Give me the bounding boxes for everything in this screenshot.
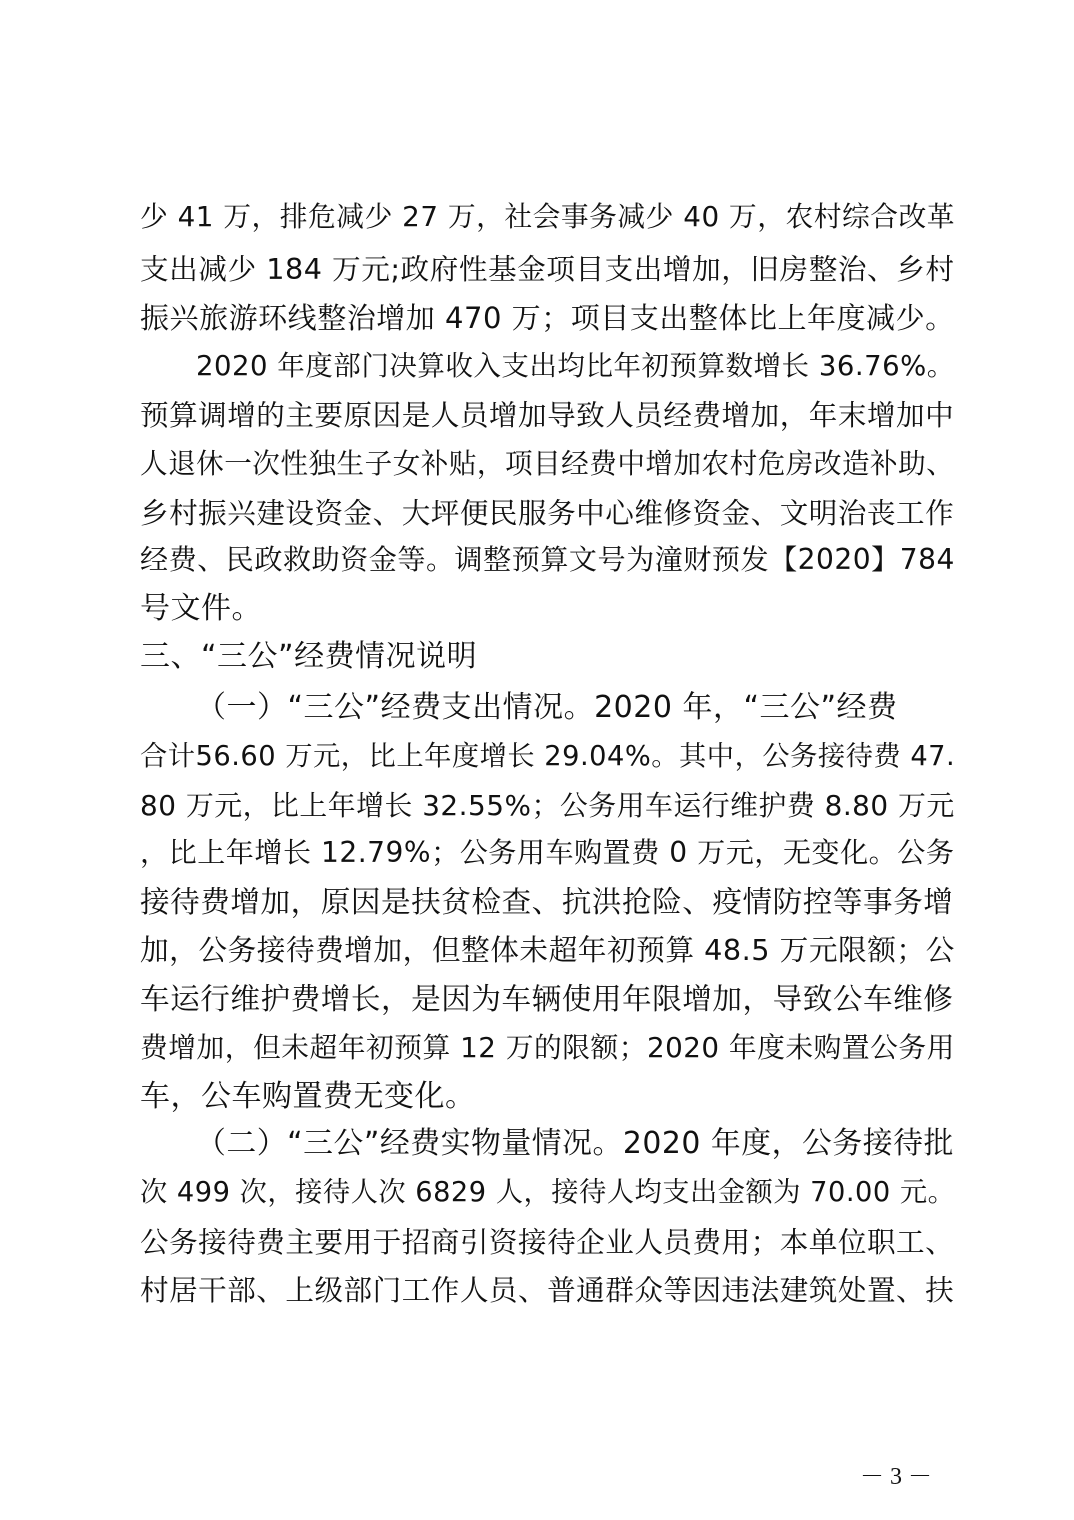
text-line: 公务接待费主要用于招商引资接待企业人员费用；本单位职工、 xyxy=(140,1225,955,1259)
text-line: 次 499 次，接待人次 6829 人，接待人均支出金额为 70.00 元。 xyxy=(140,1177,956,1208)
text-line: 经费、民政救助资金等。调整预算文号为潼财预发【2020】784 xyxy=(140,543,955,576)
subsection-heading: （一）“三公”经费支出情况。2020 年，“三公”经费 xyxy=(196,690,898,725)
text-line: 车运行维护费增长，是因为车辆使用年限增加，导致公车维修 xyxy=(140,981,954,1016)
text-line: 村居干部、上级部门工作人员、普通群众等因违法建筑处置、扶 xyxy=(140,1273,955,1307)
text-line: 加，公务接待费增加，但整体未超年初预算 48.5 万元限额；公 xyxy=(140,933,955,967)
text-line: 号文件。 xyxy=(140,591,262,626)
section-heading: 三、“三公”经费情况说明 xyxy=(140,639,478,674)
text-line: 2020 年度部门决算收入支出均比年初预算数增长 36.76%。 xyxy=(196,350,955,382)
text-line: 人退休一次性独生子女补贴，项目经费中增加农村危房改造补助、 xyxy=(140,447,955,480)
text-line: 车，公车购置费无变化。 xyxy=(140,1079,476,1114)
subsection-heading: （二）“三公”经费实物量情况。2020 年度，公务接待批 xyxy=(196,1126,954,1161)
text-line: 少 41 万，排危减少 27 万，社会事务减少 40 万，农村综合改革 xyxy=(140,200,956,233)
page-number: － 3 － xyxy=(860,1464,932,1490)
text-line: 接待费增加，原因是扶贫检查、抗洪抢险、疫情防控等事务增 xyxy=(140,884,954,919)
text-line: 费增加，但未超年初预算 12 万的限额；2020 年度未购置公务用 xyxy=(140,1031,955,1064)
text-line: 合计56.60 万元，比上年度增长 29.04%。其中，公务接待费 47. xyxy=(140,741,956,772)
text-line: 预算调增的主要原因是人员增加导致人员经费增加，年末增加中 xyxy=(140,398,955,432)
text-line: 支出减少 184 万元;政府性基金项目支出增加，旧房整治、乡村 xyxy=(140,252,955,286)
text-line: ，比上年增长 12.79%；公务用车购置费 0 万元，无变化。公务 xyxy=(140,836,955,869)
text-line: 振兴旅游环线整治增加 470 万；项目支出整体比上年度减少。 xyxy=(140,301,955,335)
text-line: 80 万元，比上年增长 32.55%；公务用车运行维护费 8.80 万元 xyxy=(140,789,955,822)
text-line: 乡村振兴建设资金、大坪便民服务中心维修资金、文明治丧工作 xyxy=(140,496,955,530)
